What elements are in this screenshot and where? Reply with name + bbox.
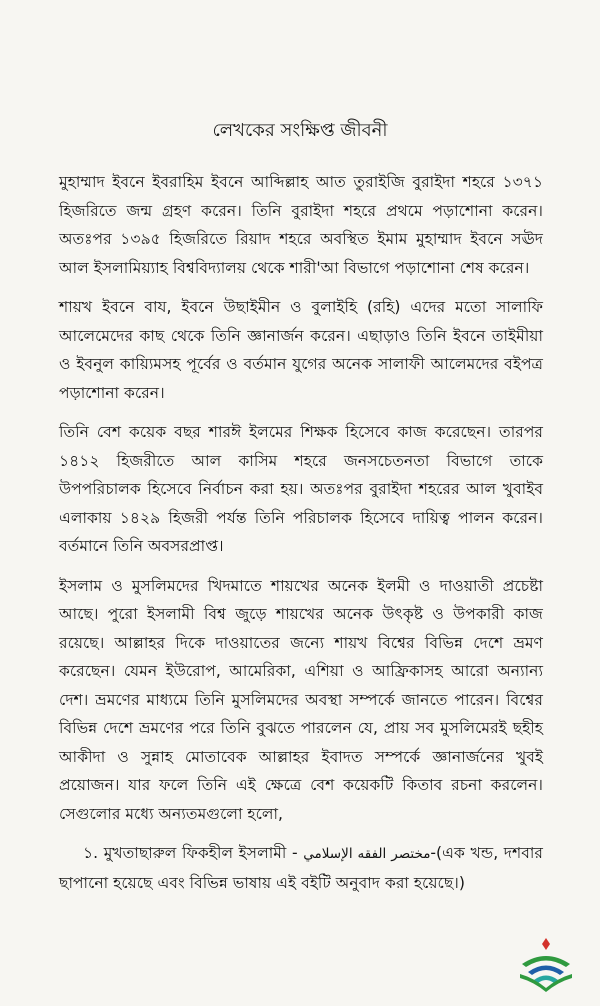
list-item-arabic-title: مختصر الفقه الإسلامي [303,846,431,862]
list-item [59,839,543,897]
body-text [59,168,543,897]
page-title: লেখকের সংক্ষিপ্ত জীবনী [212,120,388,141]
publisher-logo-icon [514,934,578,992]
paragraph-2: শায়খ ইবনে বায, ইবনে উছাইমীন ও বুলাইহি (রহি) এদের মতো সালাফি আলেমেদের কাছ থেকে তিনি জ্ঞানার্জন করেন। এছাড়াও তিনি ইবনে তাইমীয়া ও ইবনুল কায়্যিমসহ পূর্বের ও বর্তমান যুগের অনেক সালাফী আলেমদের বইপত্র পড়াশোনা করেন। [59,298,543,402]
paragraph-1: মুহাম্মাদ ইবনে ইবরাহিম ইবনে আব্দিল্লাহ আত তুরাইজি বুরাইদা শহরে ১৩৭১ হিজরিতে জন্ম গ্রহণ করেন। তিনি বুরাইদা শহরে প্রথমে পড়াশোনা করেন। অতঃপর ১৩৯৫ হিজরিতে রিয়াদ শহরে অবস্থিত ইমাম মুহাম্মাদ ইবনে সঊদ আল ইসলামিয়্যাহ বিশ্ববিদ্যালয় থেকে শারী'আ বিভাগে পড়াশোনা শেষ করেন। [59,173,543,277]
list-item-number: ১. [83,844,99,862]
paragraph-3: তিনি বেশ কয়েক বছর শারঈ ইলমের শিক্ষক হিসেবে কাজ করেছেন। তারপর ১৪১২ হিজরীতে আল কাসিম শহরে জনসচেতনতা বিভাগে তাকে উপপরিচালক হিসেবে নির্বাচন করা হয়। অতঃপর বুরাইদা শহরের আল খুবাইব এলাকায় ১৪২৯ হিজরী পর্যন্ত তিনি পরিচালক হিসেবে দায়িত্ব পালন করেন। বর্তমানে তিনি অবসরপ্রাপ্ত। [59,423,543,555]
paragraph-4: ইসলাম ও মুসলিমদের খিদমাতে শায়খের অনেক ইলমী ও দাওয়াতী প্রচেষ্টা আছে। পুরো ইসলামী বিশ্ব জুড়ে শায়খের অনেক উৎকৃষ্ট ও উপকারী কাজ রয়েছে। আল্লাহর দিকে দাওয়াতের জন্যে শায়খ বিশ্বের বিভিন্ন দেশে ভ্রমণ করেছেন। যেমন ইউরোপ, আমেরিকা, এশিয়া ও আফ্রিকাসহ আরো অন্যান্য দেশ। ভ্রমণের মাধ্যমে তিনি মুসলিমদের অবস্থা সম্পর্কে জানতে পারেন। বিশ্বের বিভিন্ন দেশে ভ্রমণের পরে তিনি বুঝতে পারলেন যে, প্রায় সব মুসলিমেরই ছহীহ আকীদা ও সুন্নাহ মোতাবেক আল্লাহর ইবাদত সম্পর্কে জ্ঞানার্জনের খুবই প্রয়োজন। যার ফলে তিনি এই ক্ষেত্রে বেশ কয়েকটি কিতাব রচনা করলেন। সেগুলোর মধ্যে অন্যতমগুলো হলো, [59,576,543,823]
list-item-name: মুখতাছারুল ফিকহীল ইসলামী - [103,844,298,862]
list-item-note: -(এক খন্ড, দশবার ছাপানো হয়েছে এবং বিভিন্ন ভাষায় এই বইটি অনুবাদ করা হয়েছে।) [59,844,544,892]
